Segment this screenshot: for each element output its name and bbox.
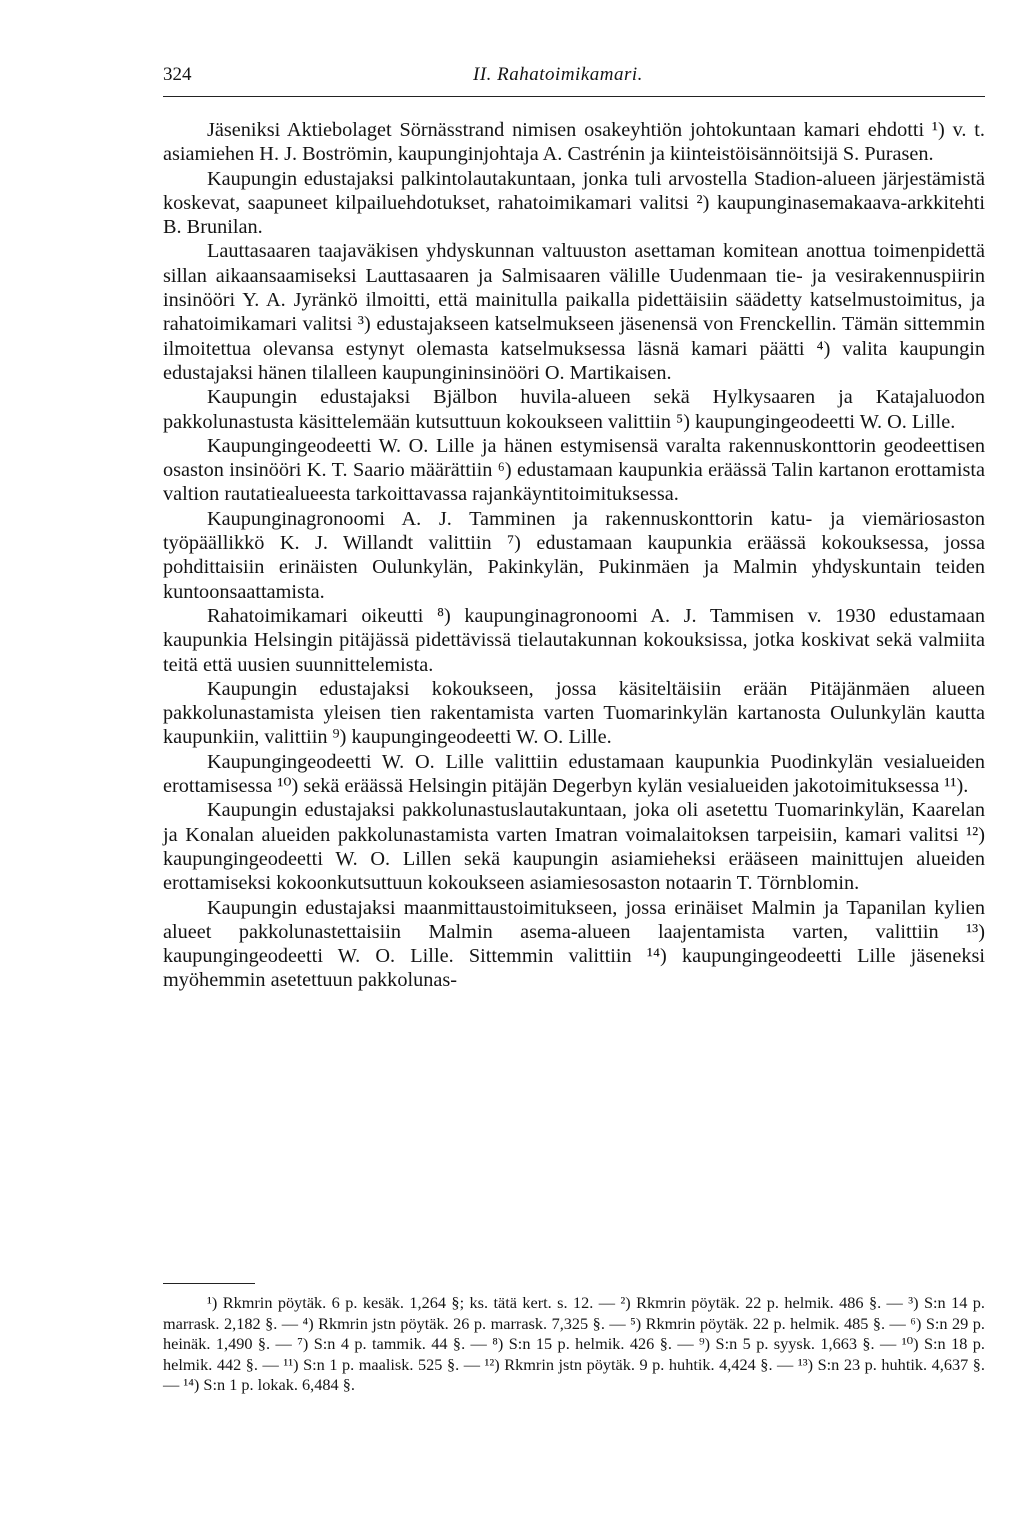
paragraph: Kaupungingeodeetti W. O. Lille valittiin edustamaan kaupunkia Puodinkylän vesialueiden erottamisessa ¹⁰) sekä eräässä Helsingin pitäjän Degerbyn kylän vesialueiden jakotoimituksessa ¹¹). (163, 750, 985, 798)
paragraph: Kaupungin edustajaksi Bjälbon huvila-alueen sekä Hylkysaaren ja Katajaluodon pakkolunastusta käsittelemään kutsuttuun kokoukseen valittiin ⁵) kaupungingeodeetti W. O. Lille. (163, 386, 985, 433)
paragraph: Kaupungingeodeetti W. O. Lille ja hänen estymisensä varalta rakennuskonttorin geodeettisen osaston insinööri K. T. Saario määrättiin ⁶) edustamaan kaupunkia eräässä Talin kartanon erottamista valtion rautatiealueesta tarkoittavassa rajankäyntitoimituksessa. (163, 434, 985, 506)
running-title: II. Rahatoimikamari. (473, 64, 643, 85)
footnote-text: ¹) Rkmrin pöytäk. 6 p. kesäk. 1,264 §; ks. tätä kert. s. 12. — ²) Rkmrin pöytäk. 22 p. helmik. 486 §. — ³) S:n 14 p. marrask. 2,182 §. — ⁴) Rkmrin jstn pöytäk. 26 p. marrask. 7,325 §. — ⁵) Rkmrin pöytäk. 22 p. helmik. 485 §. — ⁶) S:n 29 p. heinäk. 1,490 §. — ⁷) S:n 4 p. tammik. 44 §. — ⁸) S:n 15 p. helmik. 426 §. — ⁹) S:n 5 p. syysk. 1,663 §. — ¹⁰) S:n 18 p. helmik. 442 §. — ¹¹) S:n 1 p. maalisk. 525 §. — ¹²) Rkmrin jstn pöytäk. 9 p. huhtik. 4,424 §. — ¹³) S:n 23 p. huhtik. 4,637 §. — ¹⁴) S:n 1 p. lokak. 6,484 §. (163, 1293, 985, 1395)
paragraph: Kaupungin edustajaksi pakkolunastuslautakuntaan, joka oli asetettu Tuomarinkylän, Kaarelan ja Konalan alueiden pakkolunastamista varten Imatran voimalaitoksen tarpeisiin, kamari valitsi ¹²) kaupungingeodeetti W. O. Lillen sekä kaupungin asiamieheksi erääseen mainittujen alueiden erottamiseksi kokoonkutsuttuun kokoukseen asiamiesosaston notaarin T. Törnblomin. (163, 799, 985, 895)
body-text (163, 118, 985, 993)
paragraph: Jäseniksi Aktiebolaget Sörnässtrand nimisen osakeyhtiön johtokuntaan kamari ehdotti ¹) v. t. asiamiehen H. J. Boströmin, kaupunginjohtaja A. Castrénin ja kiinteistöisännöitsijä S. Purasen. (163, 119, 985, 166)
paragraph: Kaupunginagronoomi A. J. Tamminen ja rakennuskonttorin katu- ja viemäriosaston työpäällikkö K. J. Willandt valittiin ⁷) edustamaan kaupunkia eräässä kokouksessa, jossa pohdittaisiin erinäisten Oulunkylän, Pakinkylän, Pukinmäen ja Malmin yhdyskuntain teiden kuntoonsaattamista. (163, 507, 985, 603)
footnote-rule (163, 1283, 255, 1284)
page-number: 324 (163, 64, 192, 85)
paragraph: Kaupungin edustajaksi palkintolautakuntaan, jonka tuli arvostella Stadion-alueen järjestämistä koskevat, saapuneet kilpailuehdotukset, rahatoimikamari valitsi ²) kaupunginasemakaava-arkkitehti B. Brunilan. (163, 167, 985, 239)
paragraph: Rahatoimikamari oikeutti ⁸) kaupunginagronoomi A. J. Tammisen v. 1930 edustamaan kaupunkia Helsingin pitäjässä pidettävissä tielautakunnan kokouksissa, jotka koskivat sekä valmiita teitä että uusien suunnittelemista. (163, 604, 985, 676)
header-rule (163, 96, 985, 97)
paragraph: Kaupungin edustajaksi kokoukseen, jossa käsiteltäisiin erään Pitäjänmäen alueen pakkolunastamista yleisen tien rakentamista varten Tuomarinkylän kartanosta Oulunkylän kautta kaupunkiin, valittiin ⁹) kaupungingeodeetti W. O. Lille. (163, 677, 985, 749)
footnotes (163, 1293, 985, 1396)
page-header (163, 64, 985, 94)
paragraph: Kaupungin edustajaksi maanmittaustoimitukseen, jossa erinäiset Malmin ja Tapanilan kylien alueet pakkolunastettaisiin Malmin asema-alueen laajentamista varten, valittiin ¹³) kaupungingeodeetti W. O. Lille. Sittemmin valittiin ¹⁴) kaupungingeodeetti Lille jäseneksi myöhemmin asetettuun pakkolunas- (163, 896, 985, 992)
paragraph: Lauttasaaren taajaväkisen yhdyskunnan valtuuston asettaman komitean anottua toimenpidettä sillan aikaansaamiseksi Lauttasaaren ja Salmisaaren välille Uudenmaan tie- ja vesirakennuspiirin insinööri Y. A. Jyränkö ilmoitti, että mainitulla paikalla pidettäisiin säädetty katselmustoimitus, ja rahatoimikamari valitsi ³) edustajakseen katselmukseen jäsenensä von Frenckellin. Tämän sittemmin ilmoitettua olevansa estynyt olemasta katselmuksessa läsnä kamari päätti ⁴) valita kaupungin edustajaksi hänen tilalleen kaupungininsinööri O. Martikaisen. (163, 240, 985, 384)
